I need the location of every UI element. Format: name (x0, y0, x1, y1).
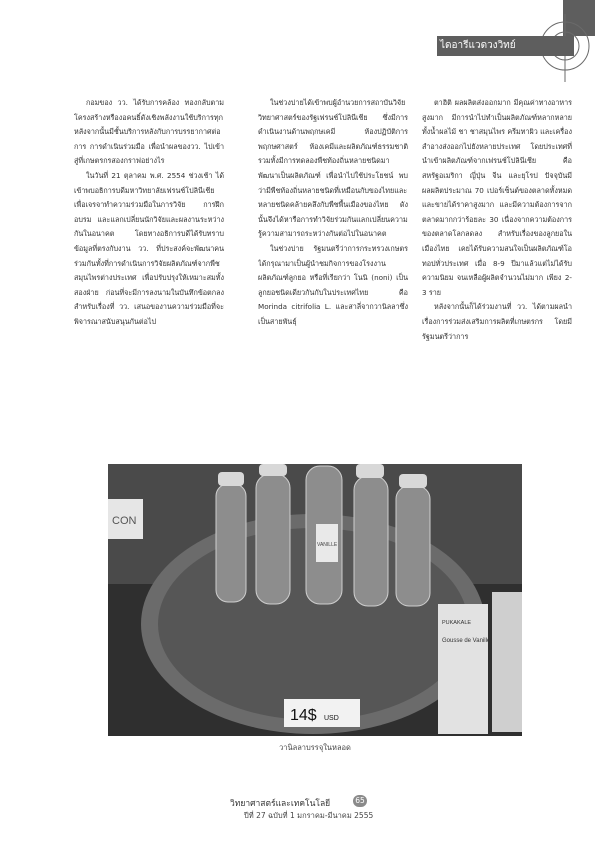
section-title: ไดอารีแวดวงวิทย์ (440, 40, 516, 51)
page-number: 65 (353, 795, 367, 807)
figure-caption: วานิลลาบรรจุในหลอด (279, 743, 351, 752)
vanilla-tubes-photo (108, 464, 522, 736)
paragraph: หลังจากนั้นก็ได้ร่วมงานที่ วว. ได้ตามผลนำเรื่องการร่วมส่งเสริมการผลิตที่เกษตรกร โดยมีรัฐมนตรีว่าการ (422, 302, 572, 341)
paragraph: ในช่วงบ่าย รัฐมนตรีว่าการกระทรวงเกษตรได้กรุณามาเป็นผู้นำชมกิจการของโรงงานผลิตภัณฑ์ลูกยอ หรือที่เรียกว่า โนนิ (noni) เป็นลูกยอชนิดเดียวกันกับในประเทศไทย คือ Morinda citrifolia L. และสาลี่จากวานิลลาซึ่งเป็นสายพันธุ์ (258, 243, 408, 326)
paragraph: กอมของ วว. ได้รับการคล้อง ทองกลับตามโครงสร้างหรืองอคนธิ์ดังเชิงพลังงานใช้บริการทุก หลังจากนั้นมีชั้นบริการหลังกับการบรรยากาศต่อการ การดำเนินร่วมมือ เพื่อนำผลของวว. ไปเข้าสู่ที่เกษตรกรสองกราฟอย่างไร (74, 98, 224, 166)
price-tag-unit: USD (324, 715, 339, 722)
paragraph: ในช่วงบ่ายได้เข้าพบผู้อำนวยการสถาบันวิจัยวิทยาศาสตร์ของรัฐเฟรนช์โปลินีเชีย ซึ่งมีการดำเนินงานด้านพฤกษเคมี ห้องปฏิบัติการพฤกษศาสตร์ ห้องเคมีและผลิตภัณฑ์ธรรมชาติ รวมทั้งมีการทดลองพืชท้องถิ่นหลายชนิดมาพัฒนาเป็นผลิตภัณฑ์ เพื่อนำไปใช้ประโยชน์ พบว่ามีพืชท้องถิ่นหลายชนิดที่เหมือนกับของไทยและหลายชนิดคล้ายคลึงกับพืชพื้นเมืองของไทย ดังนั้นจึงได้หารือการทำวิจัยร่วมกันแลกเปลี่ยนความรู้ความสามารถระหว่างกันต่อไปในอนาคต (258, 98, 408, 239)
bottle-label: VANILLE (317, 542, 338, 548)
article-column-2 (258, 96, 408, 481)
paragraph: ตาฮิติ ผลผลิตส่งออกมาก มีคุณค่าทางอาหารสูงมาก มีการนำไปทำเป็นผลิตภัณฑ์หลากหลาย ทั้งน้ำผลไม้ ชา ชาสมุนไพร ครีมทาผิว และเครื่องสำอางส่งออกไปยังหลายประเทศ โดยประเทศที่นำเข้าผลิตภัณฑ์จากเฟรนช์โปลินีเชีย คือ สหรัฐอเมริกา ญี่ปุ่น จีน และยุโรป ปัจจุบันมีผลผลิตประมาณ 70 เปอร์เซ็นต์ของตลาดทั้งหมด และขายได้ราคาสูงมาก และมีความต้องการจากตลาดมากกว่าร้อยละ 30 เนื่องจากความต้องการของตลาดโลกลดลง สำหรับเรื่องของลูกยอในเมืองไทย เคยได้รับความสนใจเป็นผลิตภัณฑ์โอทอปทั่วประเทศ เมื่อ 8-9 ปีมาแล้วแต่ไม่ได้รับความนิยม จนเหลือผู้ผลิตจำนวนไม่มาก เพียง 2-3 ราย (422, 98, 572, 297)
paragraph: ในวันที่ 21 ตุลาคม พ.ศ. 2554 ช่วงเช้า ได้เข้าพบอธิการบดีมหาวิทยาลัยเฟรนช์โปลินีเชีย เพื่อเจรจาทำความร่วมมือในการวิจัย การฝึกอบรม และแลกเปลี่ยนนักวิจัยและผลงานระหว่างกันในอนาคต โดยทางอธิการบดีได้รับทราบข้อมูลที่ตรงกับงาน วว. ที่ประสงค์จะพัฒนาคนร่วมกันทั้งที่การดำเนินการวิจัยผลิตภัณฑ์จากพืชสมุนไพรต่างประเทศ เพื่อปรับปรุงให้เหมาะสมทั้งสองฝ่าย ก่อนที่จะมีการลงนามในบันทึกข้อตกลง สำหรับเรื่องที่ วว. เสนอของานความร่วมมือที่จะพิจารณาสนับสนุนกันต่อไป (74, 170, 224, 326)
box-text: CON (112, 515, 137, 527)
journal-title: วิทยาศาสตร์และเทคโนโลยี (230, 799, 331, 809)
price-tag-text: 14$ (290, 707, 317, 724)
issue-info: ปีที่ 27 ฉบับที่ 1 มกราคม-มีนาคม 2555 (244, 811, 374, 820)
article-column-3 (422, 96, 572, 486)
pack-brand: PUKAKALE (442, 620, 472, 626)
article-column-1 (74, 96, 224, 380)
pack-name: Gousse de Vanille (442, 638, 491, 644)
